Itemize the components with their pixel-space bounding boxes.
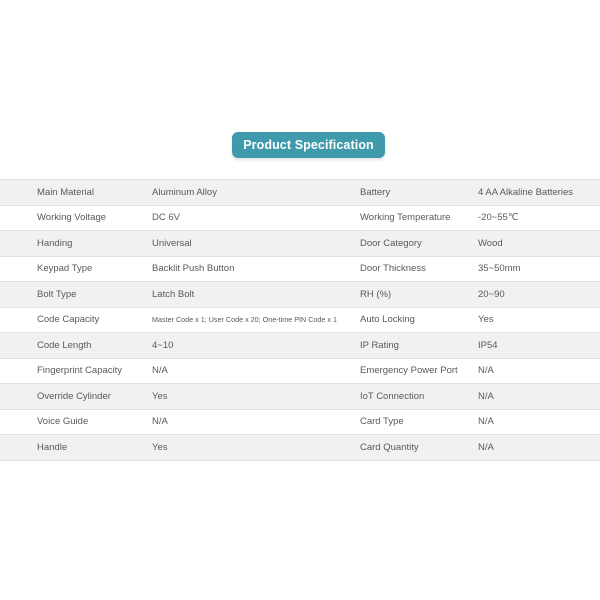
spec-value: Backlit Push Button <box>152 256 360 282</box>
spec-value: N/A <box>478 409 600 435</box>
spec-value: N/A <box>478 384 600 410</box>
spec-value: 4 AA Alkaline Batteries <box>478 180 600 206</box>
spec-label: Card Quantity <box>360 435 478 461</box>
spec-label: Handing <box>0 231 152 257</box>
spec-label: Battery <box>360 180 478 206</box>
spec-label: Working Voltage <box>0 205 152 231</box>
spec-value: N/A <box>478 435 600 461</box>
table-row <box>0 282 600 308</box>
page-title: Product Specification <box>232 132 385 158</box>
spec-label: IoT Connection <box>360 384 478 410</box>
table-row <box>0 231 600 257</box>
spec-value: Wood <box>478 231 600 257</box>
spec-label: Keypad Type <box>0 256 152 282</box>
spec-value: 20~90 <box>478 282 600 308</box>
spec-value: Master Code x 1; User Code x 20; One-time PIN Code x 1 <box>152 307 360 333</box>
table-row <box>0 205 600 231</box>
spec-label: Door Thickness <box>360 256 478 282</box>
spec-value: IP54 <box>478 333 600 359</box>
spec-label: Auto Locking <box>360 307 478 333</box>
spec-label: Main Material <box>0 180 152 206</box>
spec-value: DC 6V <box>152 205 360 231</box>
spec-label: Card Type <box>360 409 478 435</box>
table-row <box>0 384 600 410</box>
spec-label: Code Length <box>0 333 152 359</box>
spec-value: N/A <box>478 358 600 384</box>
table-row <box>0 333 600 359</box>
spec-value: Universal <box>152 231 360 257</box>
spec-label: Door Category <box>360 231 478 257</box>
spec-table <box>0 179 600 461</box>
spec-label: IP Rating <box>360 333 478 359</box>
spec-label: RH (%) <box>360 282 478 308</box>
table-row <box>0 358 600 384</box>
spec-value: Yes <box>478 307 600 333</box>
table-row <box>0 307 600 333</box>
spec-value: N/A <box>152 358 360 384</box>
spec-value: -20~55℃ <box>478 205 600 231</box>
spec-value: N/A <box>152 409 360 435</box>
spec-value: Yes <box>152 435 360 461</box>
spec-label: Emergency Power Port <box>360 358 478 384</box>
spec-value: 35~50mm <box>478 256 600 282</box>
spec-value: Aluminum Alloy <box>152 180 360 206</box>
spec-label: Override Cylinder <box>0 384 152 410</box>
spec-label: Working Temperature <box>360 205 478 231</box>
spec-label: Fingerprint Capacity <box>0 358 152 384</box>
table-row <box>0 409 600 435</box>
spec-value: Yes <box>152 384 360 410</box>
spec-value: 4~10 <box>152 333 360 359</box>
table-row <box>0 435 600 461</box>
spec-label: Handle <box>0 435 152 461</box>
spec-label: Code Capacity <box>0 307 152 333</box>
spec-value: Latch Bolt <box>152 282 360 308</box>
spec-label: Bolt Type <box>0 282 152 308</box>
table-row <box>0 180 600 206</box>
spec-label: Voice Guide <box>0 409 152 435</box>
table-row <box>0 256 600 282</box>
